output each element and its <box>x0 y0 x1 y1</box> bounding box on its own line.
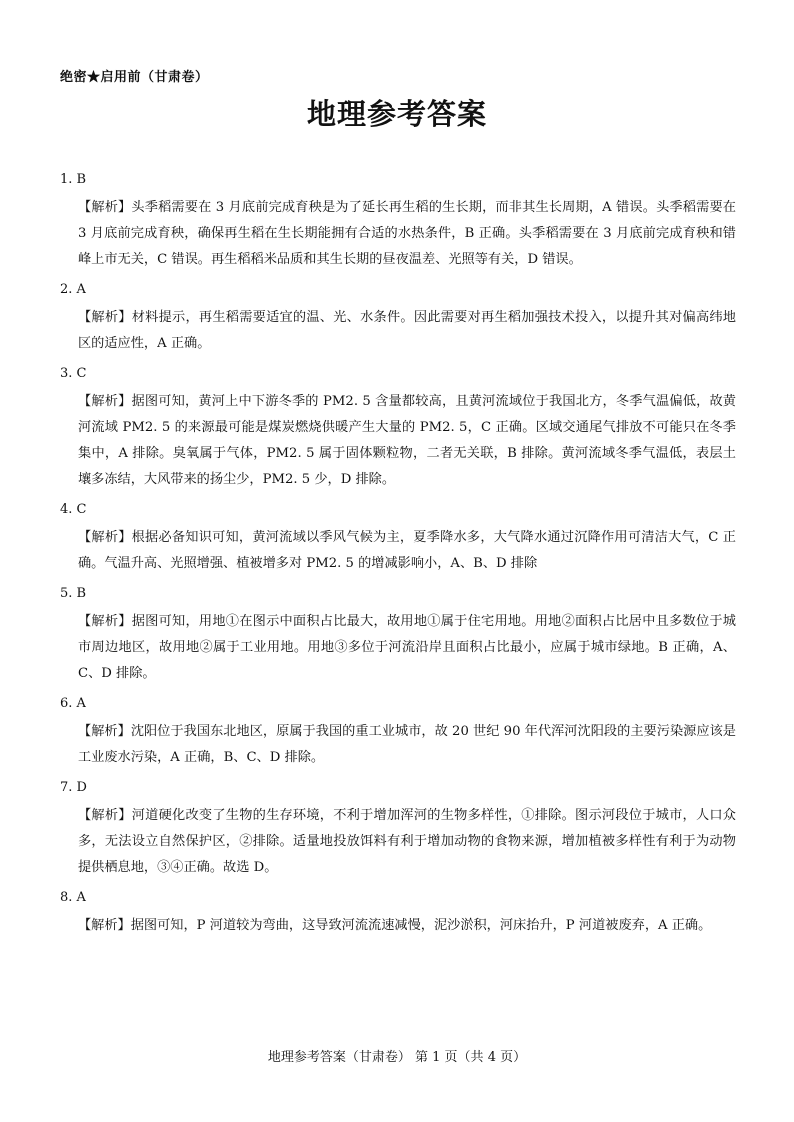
question-1-answer: 1. B <box>60 172 87 187</box>
question-1 <box>60 169 736 273</box>
question-3-answer: 3. C <box>60 366 87 381</box>
question-7 <box>60 777 736 881</box>
question-5 <box>60 583 736 687</box>
question-8-explanation: 【解析】据图可知，P 河道较为弯曲，这导致河流流速减慢，泥沙淤积，河床抬升，P 河道被废弃，A 正确。 <box>78 918 712 933</box>
question-7-answer: 7. D <box>60 780 87 795</box>
question-2-answer: 2. A <box>60 282 86 297</box>
question-6-explanation: 【解析】沈阳位于我国东北地区，原属于我国的重工业城市，故 20 世纪 90 年代浑河沈阳段的主要污染源应该是工业废水污染，A 正确，B、C、D 排除。 <box>78 724 736 765</box>
question-1-explanation: 【解析】头季稻需要在 3 月底前完成育秧是为了延长再生稻的生长期，而非其生长周期，A 错误。头季稻需要在 3 月底前完成育秧，确保再生稻在生长期能拥有合适的水热条件，B 正确。头季稻需要在 3 月底前完成育秧和错峰上市无关，C 错误。再生稻稻米品质和其生长期的昼夜温差、光照等有关，D 错误。 <box>78 200 736 267</box>
question-8 <box>60 887 736 939</box>
question-4 <box>60 499 736 577</box>
page-footer: 地理参考答案（甘肃卷） 第 1 页（共 4 页） <box>267 1050 527 1065</box>
question-5-answer: 5. B <box>60 586 87 601</box>
page-title: 地理参考答案 <box>306 97 487 131</box>
question-4-explanation: 【解析】根据必备知识可知，黄河流域以季风气候为主，夏季降水多，大气降水通过沉降作用可清洁大气，C 正确。气温升高、光照增强、植被增多对 PM2. 5 的增减影响小，A、B、D 排除 <box>78 530 736 571</box>
question-4-answer: 4. C <box>60 502 87 517</box>
question-6 <box>60 693 736 771</box>
question-7-explanation: 【解析】河道硬化改变了生物的生存环境，不利于增加浑河的生物多样性，①排除。图示河段位于城市，人口众多，无法设立自然保护区，②排除。适量地投放饵料有利于增加动物的食物来源，增加植被多样性有利于为动物提供栖息地，③④正确。故选 D。 <box>78 808 736 875</box>
question-3 <box>60 363 736 493</box>
secret-label: 绝密★启用前（甘肃卷） <box>60 70 209 85</box>
answer-list <box>60 169 736 945</box>
question-3-explanation: 【解析】据图可知，黄河上中下游冬季的 PM2. 5 含量都较高，且黄河流域位于我国北方，冬季气温偏低，故黄河流域 PM2. 5 的来源最可能是煤炭燃烧供暖产生大量的 PM2. 5，C 正确。区域交通尾气排放不可能只在冬季集中，A 排除。臭氧属于气体，PM2. 5 属于固体颗粒物，二者无关联，B 排除。黄河流域冬季气温低，表层土壤多冻结，大风带来的扬尘少，PM2. 5 少，D 排除。 <box>78 394 736 487</box>
question-5-explanation: 【解析】据图可知，用地①在图示中面积占比最大，故用地①属于住宅用地。用地②面积占比居中且多数位于城市周边地区，故用地②属于工业用地。用地③多位于河流沿岸且面积占比最小，应属于城市绿地。B 正确，A、C、D 排除。 <box>78 614 736 681</box>
question-6-answer: 6. A <box>60 696 86 711</box>
question-2 <box>60 279 736 357</box>
question-8-answer: 8. A <box>60 890 86 905</box>
question-2-explanation: 【解析】材料提示，再生稻需要适宜的温、光、水条件。因此需要对再生稻加强技术投入，以提升其对偏高纬地区的适应性，A 正确。 <box>78 310 736 351</box>
